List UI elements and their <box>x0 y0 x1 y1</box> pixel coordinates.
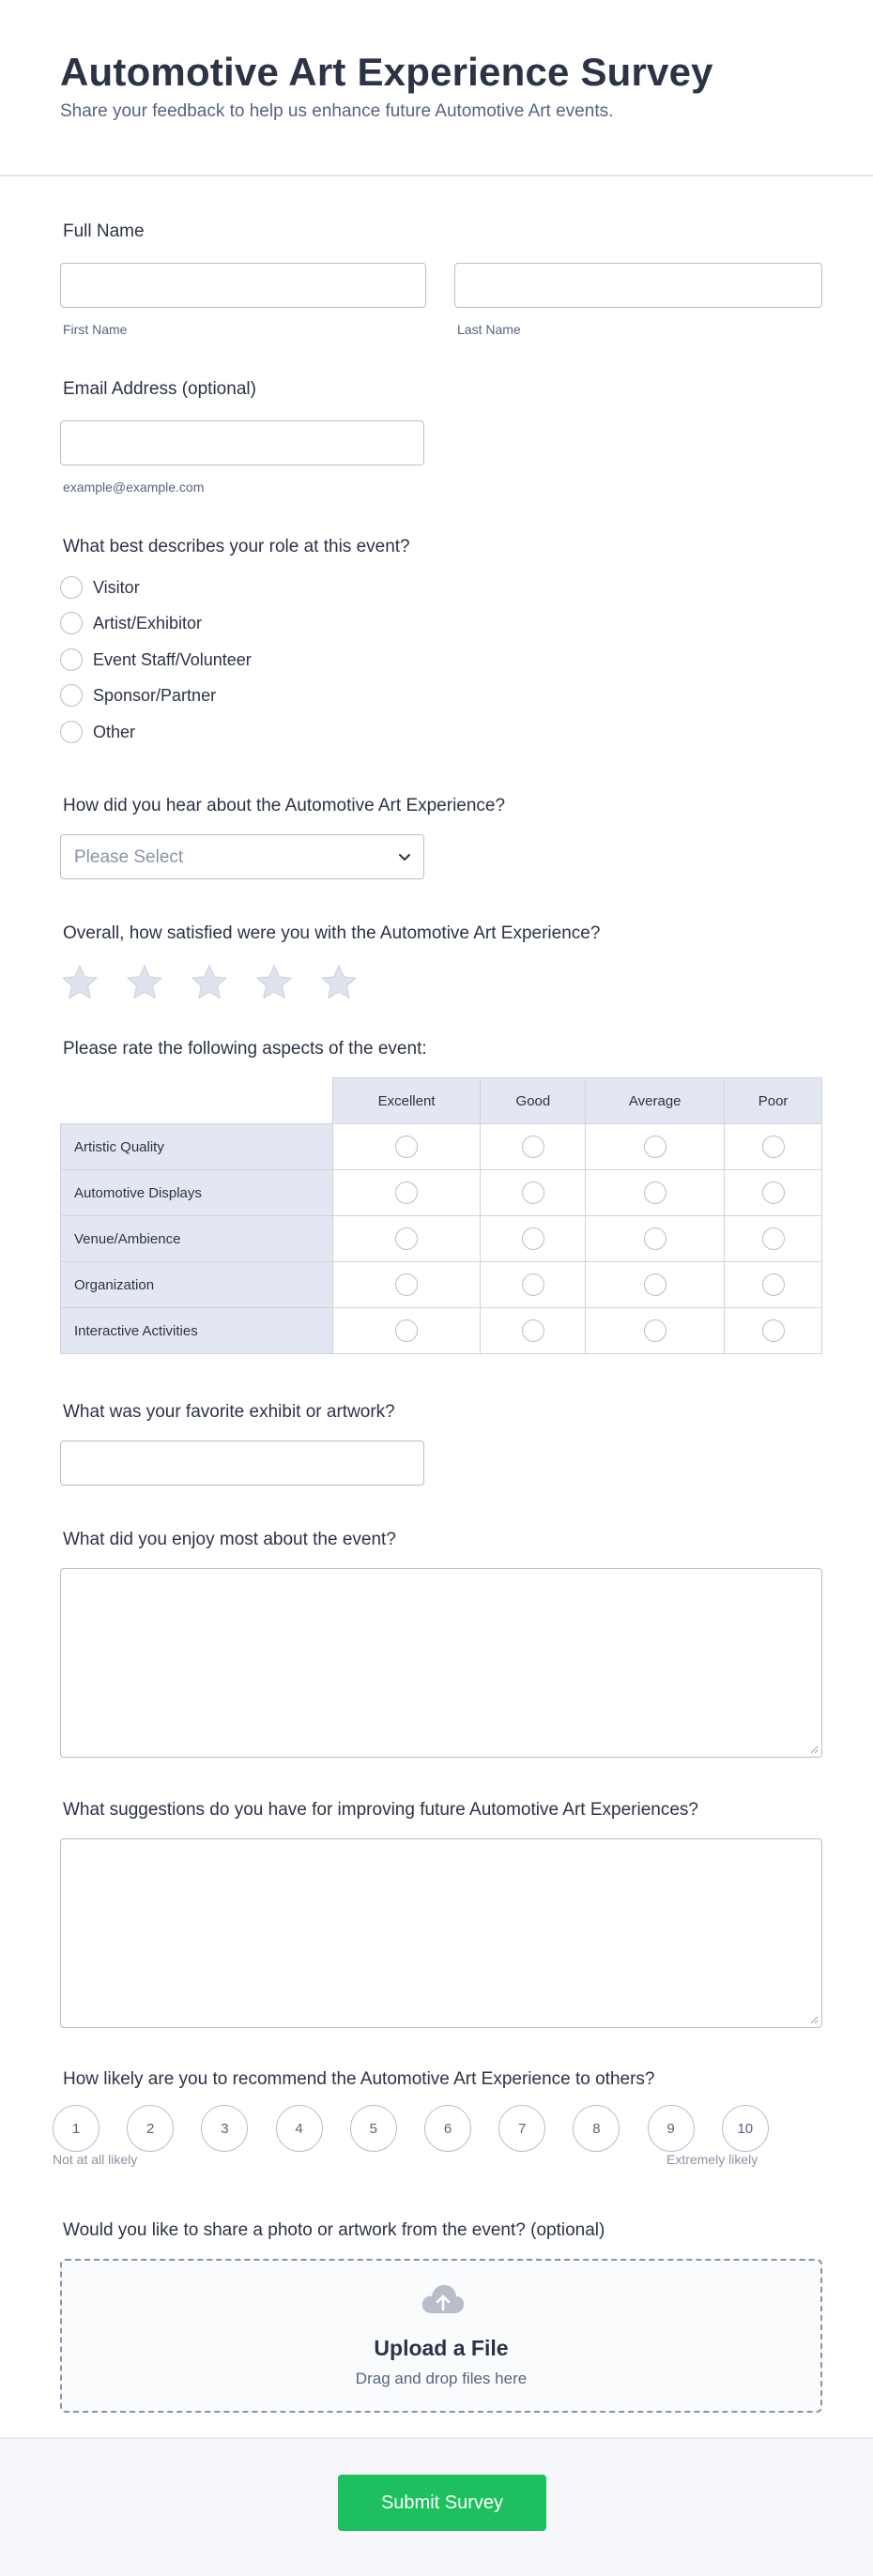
nps-option[interactable]: 9 <box>648 2105 695 2152</box>
matrix-column-header: Excellent <box>332 1078 481 1124</box>
file-upload-dropzone[interactable] <box>60 2259 822 2413</box>
nps-option[interactable]: 3 <box>201 2105 248 2152</box>
matrix-row-label: Venue/Ambience <box>61 1216 333 1262</box>
role-option-sponsor[interactable] <box>60 684 216 707</box>
matrix-row <box>61 1262 822 1308</box>
nps-low-label: Not at all likely <box>53 2152 138 2167</box>
matrix-row-label: Organization <box>61 1262 333 1308</box>
radio-button[interactable] <box>60 612 83 634</box>
full-name-field <box>60 221 822 343</box>
email-sublabel: example@example.com <box>63 480 205 495</box>
suggestions-textarea[interactable] <box>60 1838 822 2028</box>
matrix-radio[interactable] <box>522 1273 544 1296</box>
favorite-exhibit-field <box>60 1402 822 1488</box>
full-name-label: Full Name <box>63 221 145 241</box>
star-icon[interactable] <box>125 963 164 1002</box>
matrix-radio[interactable] <box>762 1227 785 1250</box>
matrix-row-label: Interactive Activities <box>61 1308 333 1354</box>
matrix-corner <box>61 1078 333 1124</box>
star-icon[interactable] <box>60 963 100 1002</box>
matrix-label: Please rate the following aspects of the event: <box>63 1039 427 1059</box>
suggestions-label: What suggestions do you have for improving future Automotive Art Experiences? <box>63 1800 698 1820</box>
matrix-radio[interactable] <box>522 1181 544 1204</box>
favorite-label: What was your favorite exhibit or artwork? <box>63 1402 395 1422</box>
matrix-radio[interactable] <box>644 1227 666 1250</box>
favorite-input[interactable] <box>60 1440 424 1486</box>
star-icon[interactable] <box>190 963 229 1002</box>
nps-option[interactable]: 7 <box>498 2105 545 2152</box>
role-option-staff[interactable] <box>60 648 252 671</box>
enjoy-most-field <box>60 1530 822 1761</box>
nps-option[interactable]: 2 <box>127 2105 174 2152</box>
role-option-label: Event Staff/Volunteer <box>93 649 252 669</box>
satisfaction-field <box>60 923 822 1008</box>
role-option-other[interactable] <box>60 721 135 743</box>
hear-about-label: How did you hear about the Automotive Art Experience? <box>63 796 506 815</box>
last-name-sublabel: Last Name <box>457 322 521 337</box>
matrix-radio[interactable] <box>395 1136 418 1158</box>
rating-matrix <box>60 1077 822 1354</box>
first-name-input[interactable] <box>60 263 426 308</box>
email-field <box>60 379 822 501</box>
enjoy-label: What did you enjoy most about the event? <box>63 1530 396 1549</box>
matrix-radio[interactable] <box>762 1181 785 1204</box>
upload-subtitle: Drag and drop files here <box>355 2370 528 2387</box>
rating-matrix-field <box>60 1039 822 1358</box>
matrix-column-header: Average <box>586 1078 725 1124</box>
matrix-radio[interactable] <box>522 1227 544 1250</box>
role-option-label: Other <box>93 722 136 741</box>
star-icon[interactable] <box>254 963 294 1002</box>
hear-about-select[interactable] <box>60 834 424 879</box>
recommend-label: How likely are you to recommend the Automotive Art Experience to others? <box>63 2069 655 2089</box>
upload-field <box>60 2220 822 2417</box>
matrix-radio[interactable] <box>762 1319 785 1342</box>
nps-option[interactable]: 10 <box>722 2105 769 2152</box>
upload-label: Would you like to share a photo or artwork from the event? (optional) <box>63 2220 605 2240</box>
matrix-row-label: Artistic Quality <box>61 1124 333 1170</box>
nps-option[interactable]: 1 <box>53 2105 100 2152</box>
radio-button[interactable] <box>60 576 83 599</box>
nps-option[interactable]: 4 <box>276 2105 323 2152</box>
email-input[interactable] <box>60 420 424 465</box>
nps-option[interactable]: 6 <box>424 2105 471 2152</box>
matrix-column-header: Poor <box>725 1078 822 1124</box>
matrix-radio[interactable] <box>644 1181 666 1204</box>
last-name-input[interactable] <box>454 263 822 308</box>
matrix-radio[interactable] <box>522 1319 544 1342</box>
email-label: Email Address (optional) <box>63 379 256 399</box>
role-option-visitor[interactable] <box>60 576 140 599</box>
radio-button[interactable] <box>60 648 83 671</box>
matrix-row <box>61 1308 822 1354</box>
role-field <box>60 537 822 753</box>
nps-option[interactable]: 8 <box>573 2105 620 2152</box>
role-label: What best describes your role at this event? <box>63 537 410 556</box>
nps-option[interactable]: 5 <box>350 2105 397 2152</box>
matrix-radio[interactable] <box>395 1181 418 1204</box>
role-option-artist[interactable] <box>60 612 202 634</box>
matrix-row-label: Automotive Displays <box>61 1170 333 1216</box>
select-value: Please Select <box>74 847 184 867</box>
page-subtitle: Share your feedback to help us enhance future Automotive Art events. <box>60 101 614 121</box>
role-option-label: Sponsor/Partner <box>93 685 217 705</box>
satisfaction-label: Overall, how satisfied were you with the Automotive Art Experience? <box>63 923 601 943</box>
upload-title: Upload a File <box>374 2336 509 2360</box>
first-name-sublabel: First Name <box>63 322 128 337</box>
resize-grip-icon[interactable] <box>810 1745 819 1754</box>
nps-high-label: Extremely likely <box>666 2152 758 2167</box>
matrix-row <box>61 1216 822 1262</box>
role-option-label: Artist/Exhibitor <box>93 613 203 633</box>
radio-button[interactable] <box>60 684 83 707</box>
matrix-row <box>61 1170 822 1216</box>
submit-button[interactable]: Submit Survey <box>338 2475 546 2531</box>
matrix-radio[interactable] <box>395 1227 418 1250</box>
page-title: Automotive Art Experience Survey <box>60 50 713 94</box>
form-header <box>0 0 873 176</box>
matrix-radio[interactable] <box>644 1273 666 1296</box>
chevron-down-icon <box>397 849 412 864</box>
matrix-radio[interactable] <box>395 1319 418 1342</box>
role-option-label: Visitor <box>93 577 140 597</box>
matrix-radio[interactable] <box>644 1319 666 1342</box>
matrix-radio[interactable] <box>762 1136 785 1158</box>
form-footer <box>0 2437 873 2576</box>
enjoy-textarea[interactable] <box>60 1568 822 1758</box>
matrix-radio[interactable] <box>644 1136 666 1158</box>
matrix-radio[interactable] <box>522 1136 544 1158</box>
matrix-radio[interactable] <box>762 1273 785 1296</box>
cloud-upload-icon <box>421 2281 466 2317</box>
suggestions-field <box>60 1800 822 2031</box>
resize-grip-icon[interactable] <box>810 2016 819 2024</box>
star-icon[interactable] <box>319 963 359 1002</box>
matrix-row <box>61 1124 822 1170</box>
matrix-radio[interactable] <box>395 1273 418 1296</box>
hear-about-field <box>60 796 822 882</box>
radio-button[interactable] <box>60 721 83 743</box>
matrix-column-header: Good <box>481 1078 586 1124</box>
recommend-field <box>53 2069 822 2174</box>
